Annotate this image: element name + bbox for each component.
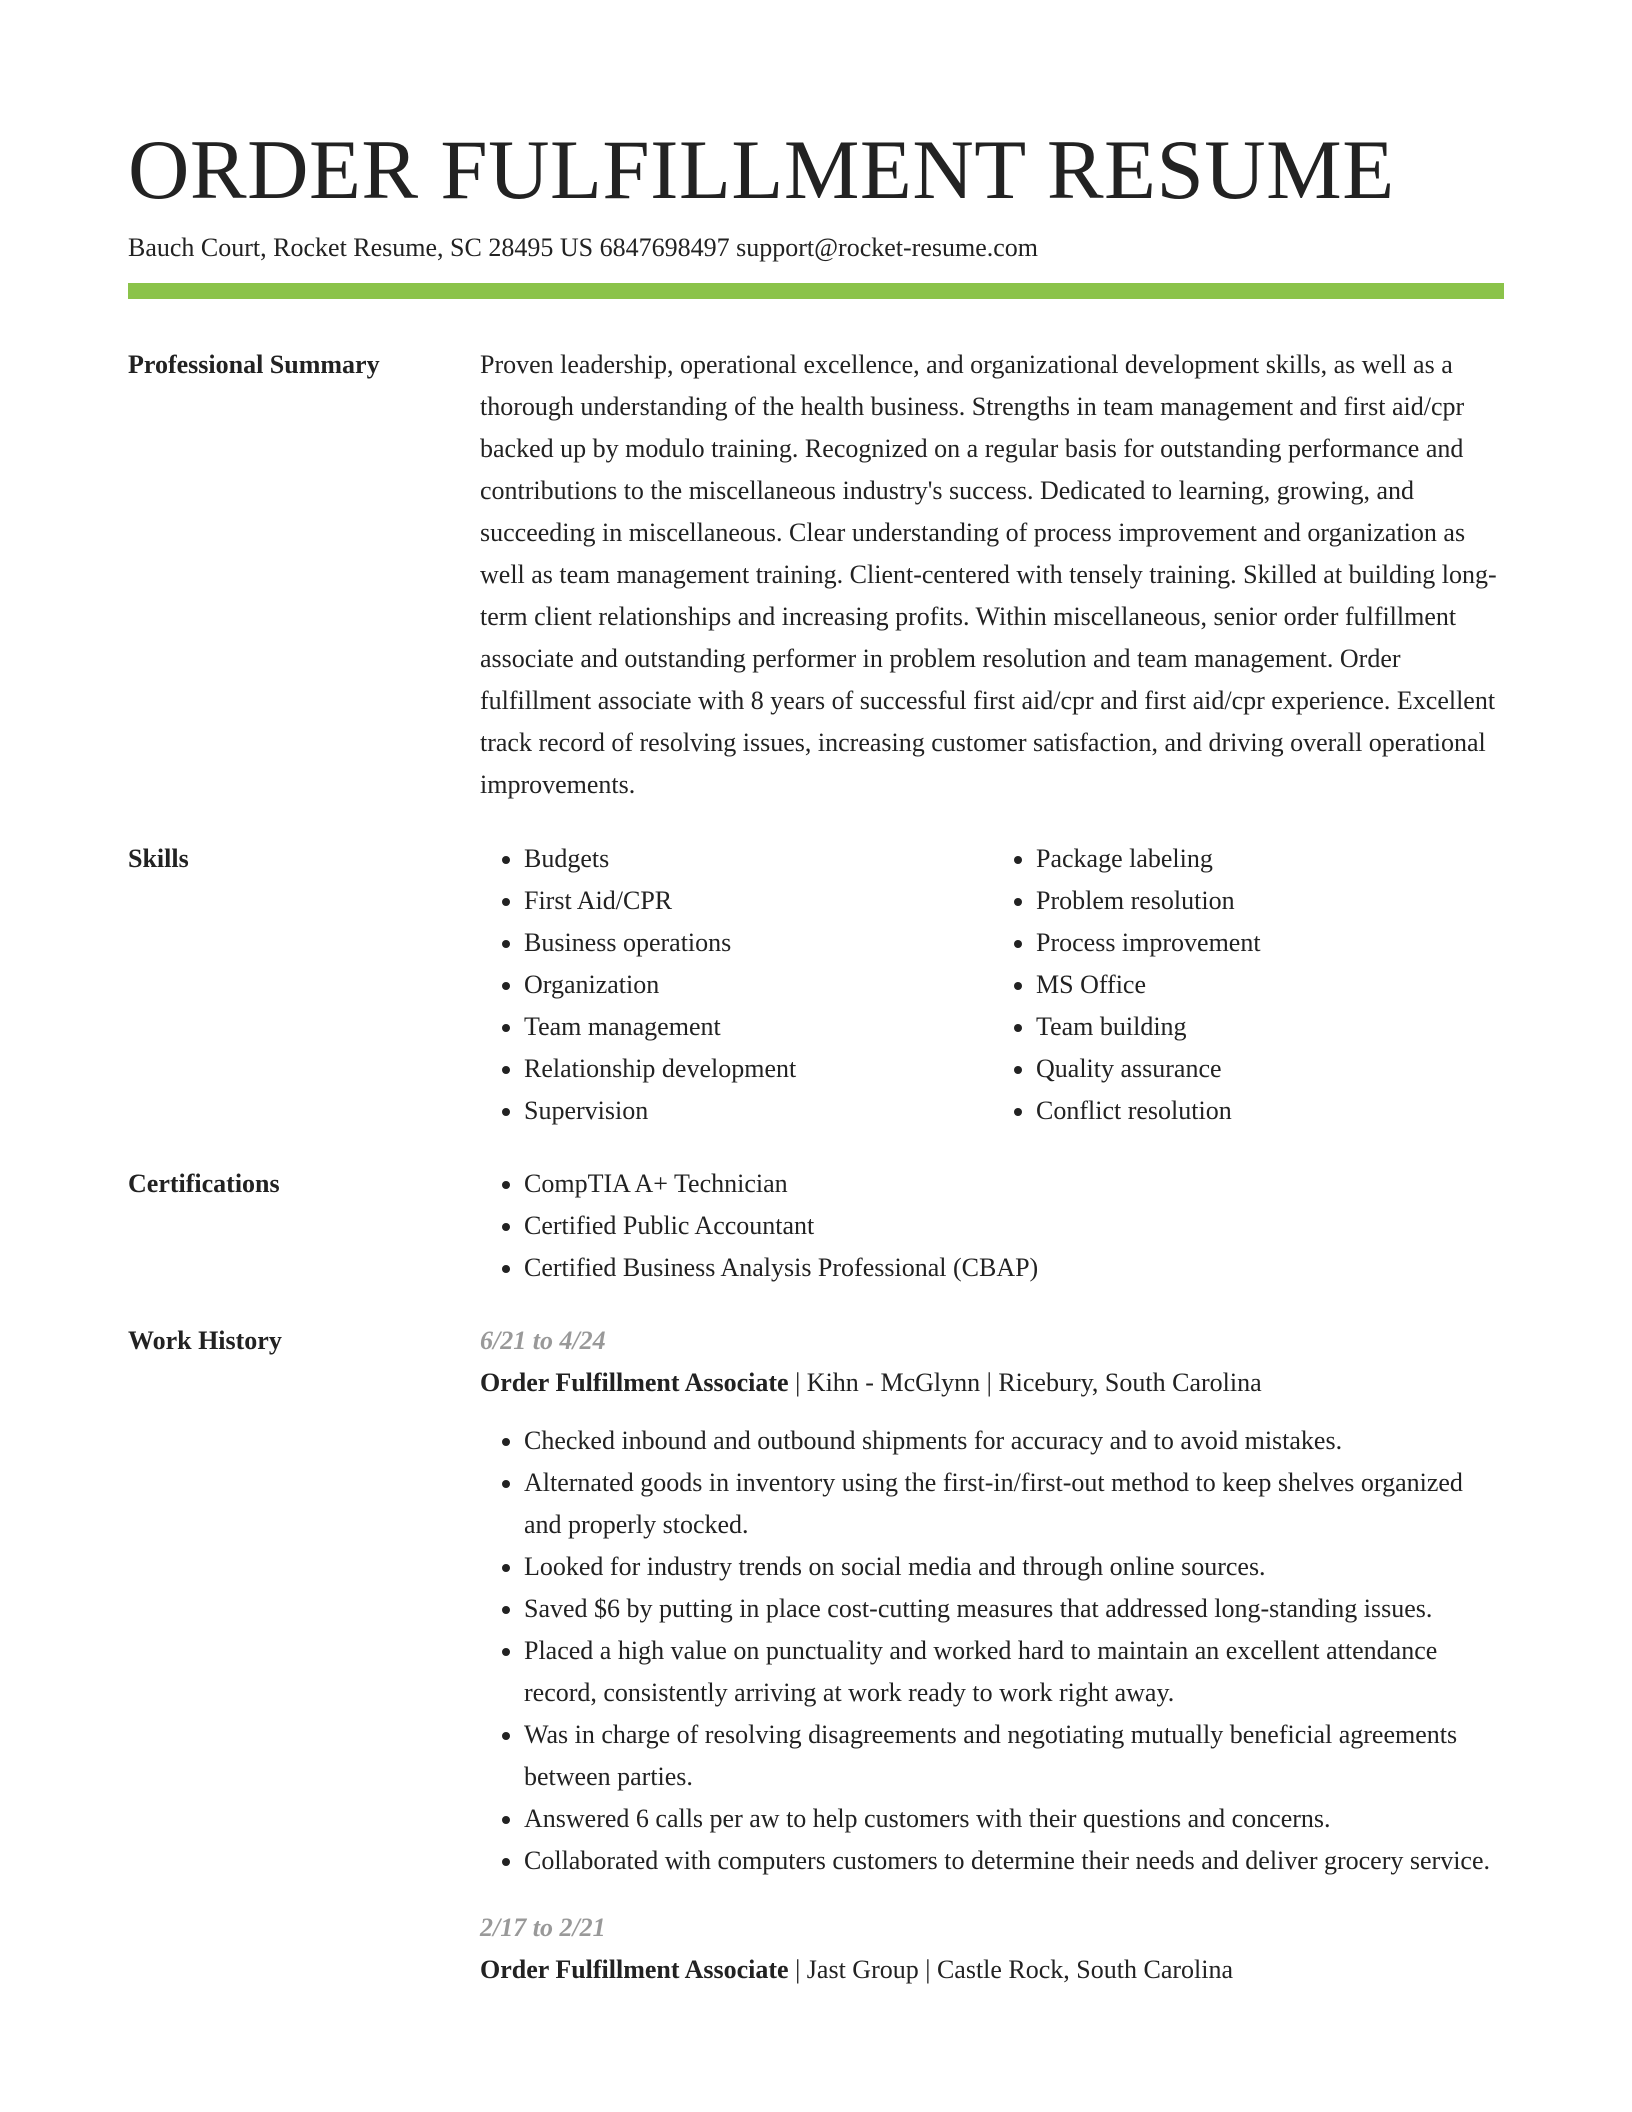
skill-item: • Organization xyxy=(524,964,992,1006)
skill-item: • Business operations xyxy=(524,922,992,964)
skill-item: • Conflict resolution xyxy=(1036,1090,1504,1132)
skills-list-left xyxy=(480,838,992,1132)
skill-item: • Process improvement xyxy=(1036,922,1504,964)
job-bullet: • Answered 6 calls per aw to help customers with their questions and concerns. xyxy=(524,1798,1504,1840)
header-divider xyxy=(128,283,1504,299)
skill-item: • Problem resolution xyxy=(1036,880,1504,922)
skill-item: • First Aid/CPR xyxy=(524,880,992,922)
certifications-body xyxy=(480,1163,1504,1289)
job-bullet: • Placed a high value on punctuality and worked hard to maintain an excellent attendance record, consistently arriving at work ready to work right away. xyxy=(524,1630,1504,1714)
summary-text: Proven leadership, operational excellence, and organizational development skills, as well as a thorough understanding of the health business. Strengths in team management and first aid/cpr backed up by modulo training. Recognized on a regular basis for outstanding performance and contributions to the miscellaneous industry's success. Dedicated to learning, growing, and succeeding in miscellaneous. Clear understanding of process improvement and organization as well as team management training. Client-centered with tensely training. Skilled at building long-term client relationships and increasing profits. Within miscellaneous, senior order fulfillment associate and outstanding performer in problem resolution and team management. Order fulfillment associate with 8 years of successful first aid/cpr and first aid/cpr experience. Excellent track record of resolving issues, increasing customer satisfaction, and driving overall operational improvements. xyxy=(480,350,1497,799)
skill-item: • Team management xyxy=(524,1006,992,1048)
job-bullet: • Saved $6 by putting in place cost-cutting measures that addressed long-standing issues. xyxy=(524,1588,1504,1630)
resume-title: ORDER FULFILLMENT RESUME xyxy=(128,123,1395,217)
job-dates: 6/21 to 4/24 xyxy=(480,1326,606,1355)
job-details: | Jast Group | Castle Rock, South Carolina xyxy=(788,1955,1234,1984)
skill-item: • Supervision xyxy=(524,1090,992,1132)
job-heading xyxy=(480,1949,1504,1991)
job-bullet: • Collaborated with computers customers to determine their needs and deliver grocery service. xyxy=(524,1840,1504,1882)
certifications-list xyxy=(480,1163,1504,1289)
skill-item: • Budgets xyxy=(524,838,992,880)
skill-item: • Quality assurance xyxy=(1036,1048,1504,1090)
job-bullet: • Was in charge of resolving disagreements and negotiating mutually beneficial agreements between parties. xyxy=(524,1714,1504,1798)
certification-item: • CompTIA A+ Technician xyxy=(524,1163,1504,1205)
job-details: | Kihn - McGlynn | Ricebury, South Carolina xyxy=(788,1368,1262,1397)
contact-line: Bauch Court, Rocket Resume, SC 28495 US 6847698497 support@rocket-resume.com xyxy=(128,233,1038,262)
job-entry xyxy=(480,1320,1504,1882)
work-history-body xyxy=(480,1320,1504,1991)
job-bullet: • Looked for industry trends on social media and through online sources. xyxy=(524,1546,1504,1588)
job-bullet: • Alternated goods in inventory using the first-in/first-out method to keep shelves organized and properly stocked. xyxy=(524,1462,1504,1546)
skill-item: • Package labeling xyxy=(1036,838,1504,880)
section-label-summary: Professional Summary xyxy=(128,350,380,379)
job-bullet: • Checked inbound and outbound shipments for accuracy and to avoid mistakes. xyxy=(524,1420,1504,1462)
skill-item: • Relationship development xyxy=(524,1048,992,1090)
job-bullet-list xyxy=(480,1420,1504,1882)
job-title: Order Fulfillment Associate xyxy=(480,1955,789,1984)
skills-list-right xyxy=(992,838,1504,1132)
job-heading xyxy=(480,1362,1504,1404)
certifications-section xyxy=(128,1163,1504,1289)
summary-section xyxy=(128,344,1504,806)
skill-item: • MS Office xyxy=(1036,964,1504,1006)
certification-item: • Certified Business Analysis Professional (CBAP) xyxy=(524,1247,1504,1289)
summary-body xyxy=(480,344,1504,806)
skills-section xyxy=(128,838,1504,1132)
job-title: Order Fulfillment Associate xyxy=(480,1368,789,1397)
resume-page xyxy=(128,0,1504,1991)
section-label-skills: Skills xyxy=(128,844,189,873)
skills-grid xyxy=(480,838,1504,1132)
job-dates: 2/17 to 2/21 xyxy=(480,1913,606,1942)
work-history-section xyxy=(128,1320,1504,1991)
section-label-work-history: Work History xyxy=(128,1326,282,1355)
section-label-certifications: Certifications xyxy=(128,1169,280,1198)
job-entry xyxy=(480,1907,1504,1991)
skill-item: • Team building xyxy=(1036,1006,1504,1048)
certification-item: • Certified Public Accountant xyxy=(524,1205,1504,1247)
